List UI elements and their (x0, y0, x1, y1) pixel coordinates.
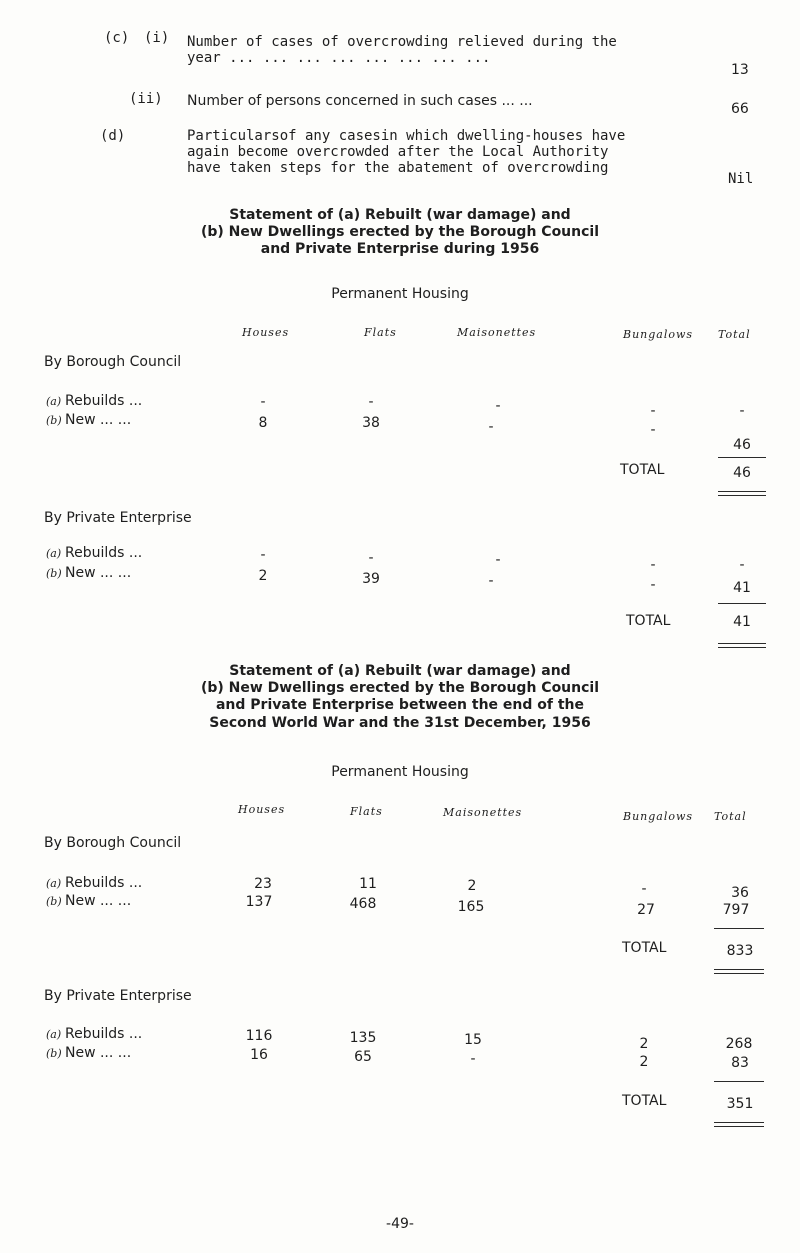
table1-private-row-a-bungalows: - (650, 557, 656, 573)
table2-title-line4: Second World War and the 31st December, 1956 (209, 715, 591, 731)
table1-private-row-b-houses: 2 (258, 568, 268, 584)
table2-council-row-a-bungalows: - (641, 881, 647, 897)
table1-private-total-rule (718, 603, 766, 604)
table1-private-row-b-total: 41 (733, 580, 751, 596)
table2-private-double-rule-bottom (714, 1126, 764, 1127)
table1-council-row-a-bungalows: - (650, 403, 656, 419)
table2-private-row-a-houses: 116 (245, 1028, 273, 1044)
table1-council-row-b-marker: (b) (46, 414, 62, 427)
table2-council-total-rule (714, 928, 764, 929)
table1-private-row-a-marker: (a) (46, 547, 62, 560)
table2-council-row-b-bungalows: 27 (637, 902, 655, 918)
table2-private-double-rule-top (714, 1122, 764, 1123)
table1-council-row-b-maisonettes: - (488, 419, 494, 435)
table2-council-double-rule-bottom (714, 973, 764, 974)
table2-council-total-label: TOTAL (622, 940, 667, 956)
table1-council-row-a-label: Rebuilds ... (65, 393, 143, 409)
table2-private-row-b-bungalows: 2 (639, 1054, 649, 1070)
table2-council-row-b-label: New ... ... (65, 893, 132, 909)
d-text-line2: again become overcrowded after the Local Authority (187, 144, 609, 160)
table1-council-row-b-flats: 38 (362, 415, 380, 431)
table1-subtitle: Permanent Housing (331, 286, 469, 302)
table2-title-line2: (b) New Dwellings erected by the Borough Council (200, 680, 600, 696)
c-i-text-line1: Number of cases of overcrowding relieved during the (187, 34, 617, 50)
table1-council-row-a-flats: - (368, 394, 374, 410)
table1-private-row-b-flats: 39 (362, 571, 380, 587)
table1-private-total-label: TOTAL (626, 613, 671, 629)
table2-col-maisonettes: Maisonettes (443, 806, 523, 819)
table2-private-row-a-bungalows: 2 (639, 1036, 649, 1052)
table2-private-row-b-houses: 16 (250, 1047, 268, 1063)
table2-private-total: 351 (726, 1096, 754, 1112)
table1-col-total: Total (718, 328, 751, 341)
page-number: -49- (386, 1216, 414, 1232)
table2-council-double-rule-top (714, 969, 764, 970)
table1-council-total: 46 (733, 465, 751, 481)
table1-col-maisonettes: Maisonettes (457, 326, 537, 339)
table2-private-row-b-maisonettes: - (470, 1051, 476, 1067)
c-label: (c) (104, 30, 130, 46)
c-i-label: (i) (144, 30, 170, 46)
table2-private-row-b-total: 83 (731, 1055, 749, 1071)
table1-private-total: 41 (733, 614, 751, 630)
c-ii-value: 66 (731, 101, 749, 117)
table2-col-houses: Houses (238, 803, 286, 816)
table2-council-row-a-marker: (a) (46, 877, 62, 890)
table2-title-line1: Statement of (a) Rebuilt (war damage) and (229, 663, 571, 679)
table2-council-row-b-total: 797 (722, 902, 750, 918)
table2-private-total-label: TOTAL (622, 1093, 667, 1109)
table2-private-row-b-label: New ... ... (65, 1045, 132, 1061)
table1-council-total-label: TOTAL (620, 462, 665, 478)
table1-col-houses: Houses (242, 326, 290, 339)
c-i-value: 13 (731, 62, 749, 78)
table2-private-row-b-marker: (b) (46, 1047, 62, 1060)
table1-council-double-rule-top (718, 491, 766, 492)
d-value: Nil (728, 171, 754, 187)
table2-council-row-b-maisonettes: 165 (457, 899, 485, 915)
table1-council-row-a-total: - (739, 403, 745, 419)
table2-title-line3: and Private Enterprise between the end of the (215, 697, 585, 713)
table2-council-row-b-houses: 137 (245, 894, 273, 910)
table2-private-row-a-total: 268 (725, 1036, 753, 1052)
table1-private-row-a-label: Rebuilds ... (65, 545, 143, 561)
table1-private-row-a-flats: - (368, 550, 374, 566)
table1-council-heading: By Borough Council (44, 354, 182, 370)
table2-private-row-b-flats: 65 (354, 1049, 372, 1065)
table1-private-row-a-total: - (739, 557, 745, 573)
table2-council-total: 833 (726, 943, 754, 959)
table2-council-heading: By Borough Council (44, 835, 182, 851)
table2-council-row-b-marker: (b) (46, 895, 62, 908)
table1-private-row-b-maisonettes: - (488, 573, 494, 589)
c-i-text-line2: year ... ... ... ... ... ... ... ... (187, 50, 491, 66)
table1-private-row-b-label: New ... ... (65, 565, 132, 581)
table1-private-row-a-houses: - (260, 547, 266, 563)
table1-council-double-rule-bottom (718, 495, 766, 496)
table1-title-line2: (b) New Dwellings erected by the Borough Council (200, 224, 600, 240)
table1-private-double-rule-top (718, 643, 766, 644)
table1-title-line1: Statement of (a) Rebuilt (war damage) and (229, 207, 571, 223)
table1-col-flats: Flats (364, 326, 397, 339)
table1-council-row-b-label: New ... ... (65, 412, 132, 428)
table1-private-row-a-maisonettes: - (495, 552, 501, 568)
table1-council-row-a-maisonettes: - (495, 398, 501, 414)
table2-private-row-a-maisonettes: 15 (464, 1032, 482, 1048)
table2-private-row-a-marker: (a) (46, 1028, 62, 1041)
table2-private-total-rule (714, 1081, 764, 1082)
table2-council-row-a-label: Rebuilds ... (65, 875, 143, 891)
table2-private-row-a-label: Rebuilds ... (65, 1026, 143, 1042)
table1-council-row-b-bungalows: - (650, 422, 656, 438)
table1-council-total-rule (718, 457, 766, 458)
table2-col-bungalows: Bungalows (623, 810, 694, 823)
table1-private-heading: By Private Enterprise (44, 510, 192, 526)
table2-council-row-a-total: 36 (731, 885, 749, 901)
d-label: (d) (100, 128, 126, 144)
table2-council-row-a-flats: 11 (359, 876, 377, 892)
d-text-line1: Particularsof any casesin which dwelling-houses have (187, 128, 626, 144)
table1-col-bungalows: Bungalows (623, 328, 694, 341)
table2-subtitle: Permanent Housing (331, 764, 469, 780)
table1-council-row-b-houses: 8 (258, 415, 268, 431)
c-ii-text: Number of persons concerned in such cases ... ... (187, 93, 533, 109)
table1-private-row-b-bungalows: - (650, 577, 656, 593)
table2-council-row-a-maisonettes: 2 (467, 878, 477, 894)
table2-col-total: Total (714, 810, 747, 823)
table1-private-double-rule-bottom (718, 647, 766, 648)
table1-council-row-b-total: 46 (733, 437, 751, 453)
table1-council-row-a-houses: - (260, 394, 266, 410)
table2-council-row-b-flats: 468 (349, 896, 377, 912)
c-ii-label: (ii) (129, 91, 163, 107)
d-text-line3: have taken steps for the abatement of overcrowding (187, 160, 609, 176)
table1-title-line3: and Private Enterprise during 1956 (260, 241, 540, 257)
table1-council-row-a-marker: (a) (46, 395, 62, 408)
table2-private-heading: By Private Enterprise (44, 988, 192, 1004)
table2-private-row-a-flats: 135 (349, 1030, 377, 1046)
table2-council-row-a-houses: 23 (254, 876, 272, 892)
table1-private-row-b-marker: (b) (46, 567, 62, 580)
table2-col-flats: Flats (350, 805, 383, 818)
